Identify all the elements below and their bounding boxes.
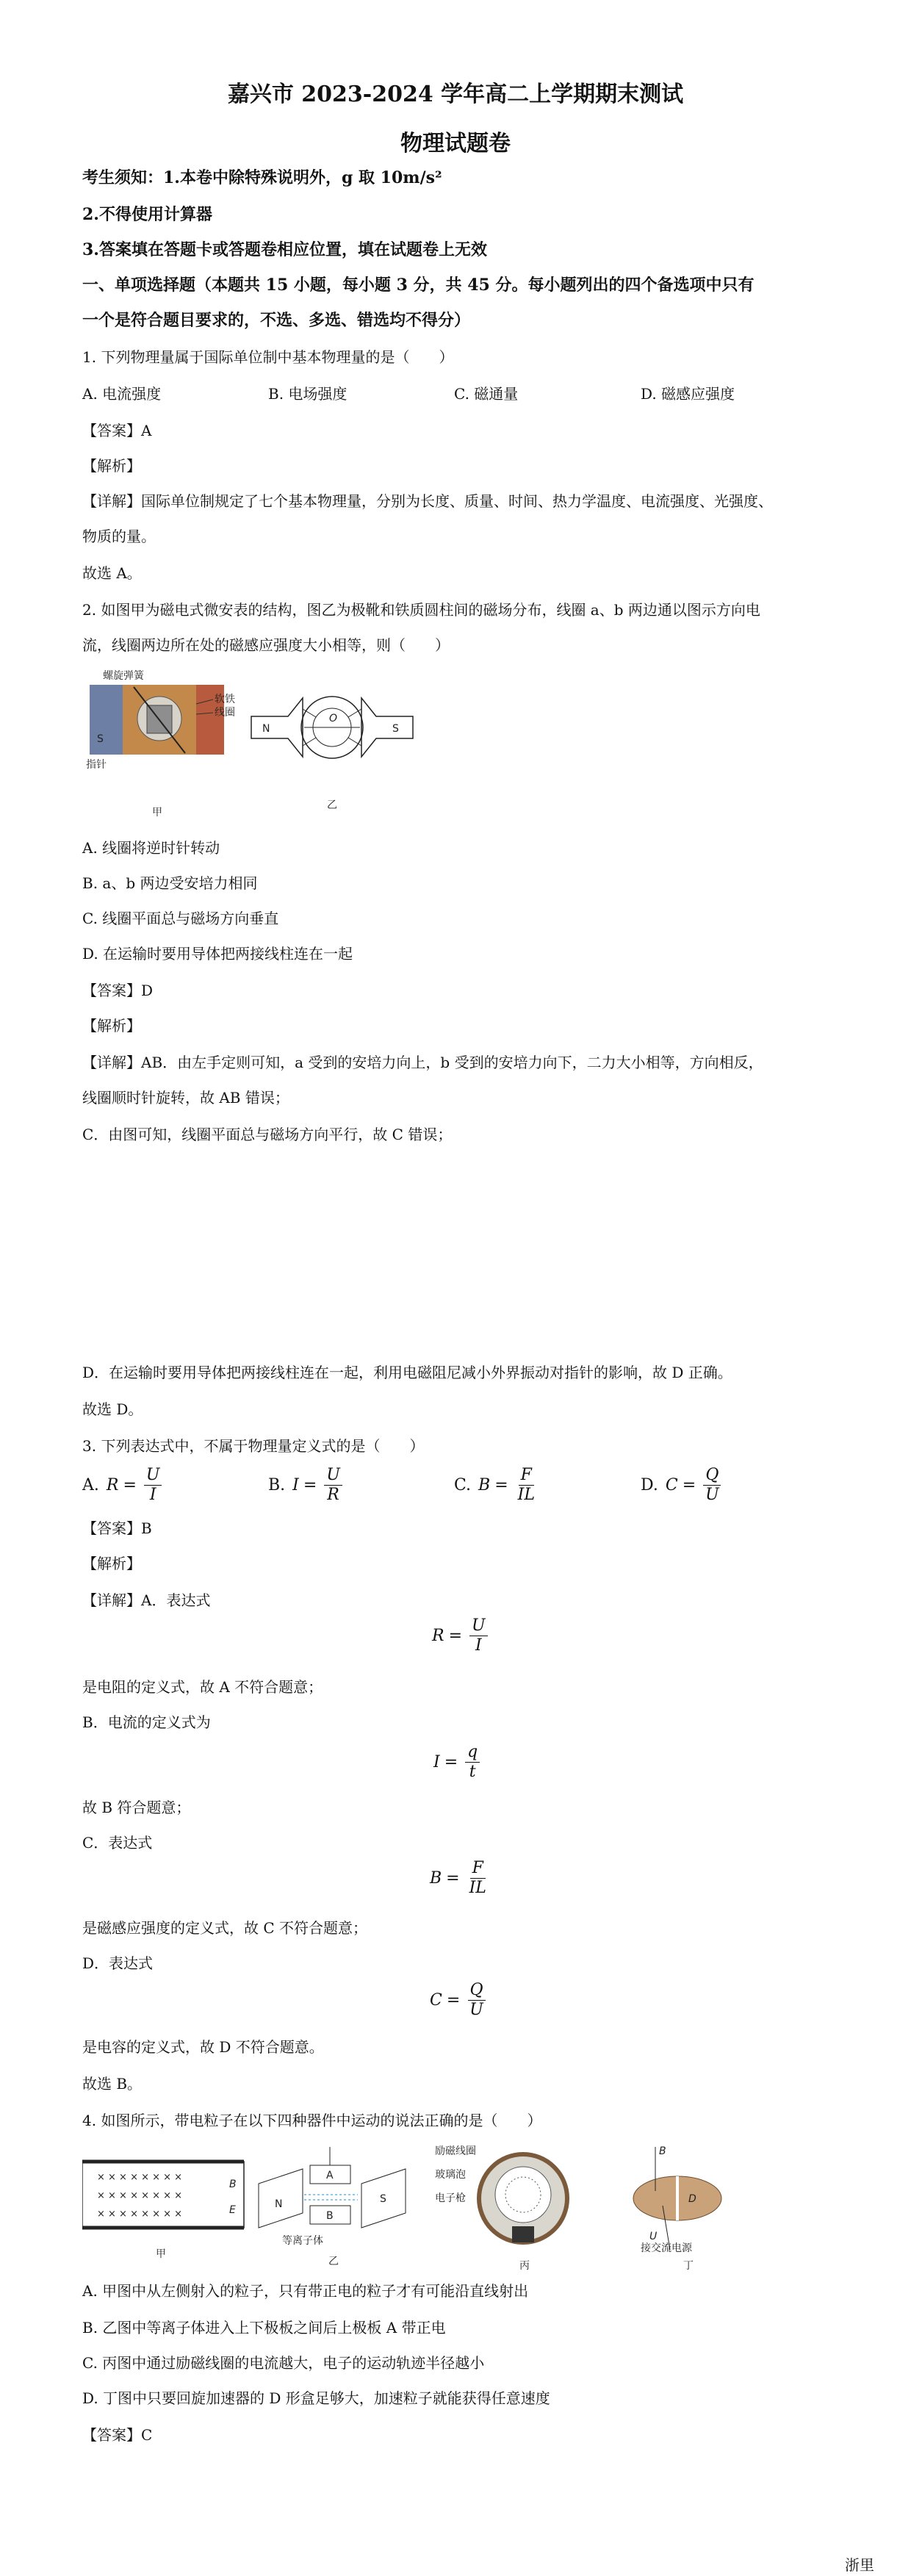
cyclotron-diagram — [633, 2145, 721, 2272]
q3-formula-c: B = $\frac{F}{IL}$ — [430, 1859, 486, 1897]
label-gun: 电子枪 — [435, 2192, 466, 2204]
label-spring: 螺旋弹簧 — [103, 670, 144, 682]
notice-line-2: 2.不得使用计算器 — [82, 205, 212, 224]
q3-analysis: 【解析】 — [82, 1555, 141, 1572]
q4-stem: 4. 如图所示，带电粒子在以下四种器件中运动的说法正确的是（ ） — [82, 2112, 542, 2129]
q1-detail-1: 【详解】国际单位制规定了七个基本物理量，分别为长度、质量、时间、热力学温度、电流强度、光强度、 — [82, 492, 773, 510]
q1-option-c: C. 磁通量 — [454, 385, 519, 403]
q4-option-b: B. 乙图中等离子体进入上下极板之间后上极板 A 带正电 — [82, 2319, 446, 2336]
q2-stem-1: 2. 如图甲为磁电式微安表的结构，图乙为极靴和铁质圆柱间的磁场分布，线圈 a、b 两边通以图示方向电 — [82, 601, 760, 619]
section-heading-2: 一个是符合题目要求的，不选、多选、错选均不得分） — [82, 311, 471, 330]
q1-option-b: B. 电场强度 — [268, 385, 348, 403]
page-title: 嘉兴市 2023-2024 学年高二上学期期末测试 — [227, 82, 684, 107]
q3-detail-c: C．表达式 — [82, 1834, 153, 1852]
label-coil: 励磁线圈 — [435, 2145, 476, 2157]
beam-tube-diagram — [435, 2145, 567, 2272]
q3-formula-a: R = $\frac{U}{I}$ — [432, 1616, 488, 1655]
velocity-selector-diagram — [82, 2162, 244, 2260]
q3-text-d: 是电容的定义式，故 D 不符合题意。 — [82, 2038, 324, 2056]
q4-option-d: D. 丁图中只要回旋加速器的 D 形盒足够大，加速粒子就能获得任意速度 — [82, 2389, 550, 2407]
label-center-o: O — [329, 713, 338, 724]
q2-answer: 【答案】D — [82, 982, 154, 999]
q4-option-a: A. 甲图中从左侧射入的粒子，只有带正电的粒子才有可能沿直线射出 — [82, 2282, 529, 2300]
q3-formula-b: I = $\frac{q}{t}$ — [433, 1743, 480, 1782]
q2-figure — [82, 669, 428, 823]
q3-detail-b: B．电流的定义式为 — [82, 1713, 211, 1731]
q2-detail-2: 线圈顺时针旋转，故 AB 错误； — [82, 1089, 289, 1107]
q4-option-c: C. 丙图中通过励磁线圈的电流越大，电子的运动轨迹半径越小 — [82, 2354, 485, 2372]
q2-detail-4: D．在运输时要用导体把两接线柱连在一起，利用电磁阻尼减小外界振动对指针的影响，故 D 正确。 — [82, 1364, 732, 1381]
notice-line-3: 3.答案填在答题卡或答题卷相应位置，填在试题卷上无效 — [82, 240, 487, 259]
label-cyc-b: B — [659, 2145, 666, 2157]
label-s: S — [380, 2193, 386, 2205]
label-bing: 丙 — [519, 2260, 530, 2272]
q3-option-a: A. R = $\frac{U}{I}$ — [82, 1466, 162, 1505]
q3-text-b: 故 B 符合题意； — [82, 1799, 191, 1816]
label-plate-a: A — [326, 2170, 334, 2181]
label-n-pole: N — [262, 723, 270, 735]
label-yi: 乙 — [328, 2256, 339, 2267]
q1-answer: 【答案】A — [82, 422, 152, 439]
magnetic-field-diagram — [251, 697, 413, 811]
svg-text:× × × × × × × ×: × × × × × × × × — [97, 2172, 183, 2183]
q3-option-c: C. B = $\frac{F}{IL}$ — [454, 1466, 535, 1504]
q2-option-a: A. 线圈将逆时针转动 — [82, 839, 220, 857]
svg-text:× × × × × × × ×: × × × × × × × × — [97, 2190, 183, 2201]
label-ding: 丁 — [683, 2260, 694, 2272]
label-coil: 线圈 — [215, 707, 235, 719]
q3-text-a: 是电阻的定义式，故 A 不符合题意； — [82, 1678, 323, 1696]
label-jia: 甲 — [156, 2248, 166, 2260]
mhd-generator-diagram — [259, 2147, 406, 2267]
label-n: N — [275, 2198, 283, 2210]
label-jia: 甲 — [152, 807, 162, 819]
label-dee: D — [688, 2193, 696, 2205]
q1-option-d: D. 磁感应强度 — [641, 385, 735, 403]
notice-line-1: 考生须知：1.本卷中除特殊说明外，g 取 10m/s² — [82, 168, 442, 187]
section-heading-1: 一、单项选择题（本题共 15 小题，每小题 3 分，共 45 分。每小题列出的四个备选项中只有 — [82, 276, 755, 295]
q3-detail-d: D．表达式 — [82, 1954, 154, 1972]
q2-stem-2: 流，线圈两边所在处的磁感应强度大小相等，则（ ） — [82, 636, 450, 654]
label-plate-b: B — [326, 2210, 334, 2222]
q3-option-b: B. I = $\frac{U}{R}$ — [268, 1466, 342, 1505]
q2-detail-3: C．由图可知，线圈平面总与磁场方向平行，故 C 错误； — [82, 1126, 453, 1143]
label-iron: 软铁 — [215, 694, 235, 705]
q3-formula-d: C = $\frac{Q}{U}$ — [430, 1981, 486, 2020]
label-bulb: 玻璃泡 — [435, 2169, 466, 2181]
q1-conclusion: 故选 A。 — [82, 564, 142, 582]
q2-analysis: 【解析】 — [82, 1017, 141, 1035]
label-ac: 接交流电源 — [641, 2242, 692, 2254]
q1-option-a: A. 电流强度 — [82, 385, 162, 403]
label-u: U — [649, 2231, 658, 2242]
q4-figure — [82, 2140, 817, 2279]
label-pointer: 指针 — [86, 759, 107, 771]
q4-answer: 【答案】C — [82, 2426, 153, 2444]
q1-detail-2: 物质的量。 — [82, 528, 156, 545]
q3-conclusion: 故选 B。 — [82, 2075, 143, 2093]
q1-analysis: 【解析】 — [82, 457, 141, 475]
label-yi: 乙 — [327, 799, 337, 811]
svg-text:× × × × × × × ×: × × × × × × × × — [97, 2209, 183, 2220]
q2-option-b: B. a、b 两边受安培力相同 — [82, 874, 258, 892]
q3-option-d: D. C = $\frac{Q}{U}$ — [641, 1466, 721, 1505]
q2-option-d: D. 在运输时要用导体把两接线柱连在一起 — [82, 945, 353, 963]
q3-stem: 3. 下列表达式中，不属于物理量定义式的是（ ） — [82, 1437, 425, 1455]
q2-detail-1: 【详解】AB．由左手定则可知，a 受到的安培力向上，b 受到的安培力向下，二力大小相等，方向相反， — [82, 1054, 763, 1071]
q1-stem: 1. 下列物理量属于国际单位制中基本物理量的是（ ） — [82, 348, 454, 366]
q3-answer: 【答案】B — [82, 1519, 152, 1537]
label-e-e: E — [229, 2204, 236, 2216]
label-s-pole-2: S — [392, 723, 399, 735]
q2-option-c: C. 线圈平面总与磁场方向垂直 — [82, 910, 279, 927]
q2-conclusion: 故选 D。 — [82, 1400, 143, 1418]
q3-text-c: 是磁感应强度的定义式，故 C 不符合题意； — [82, 1919, 368, 1937]
label-plasma: 等离子体 — [282, 2235, 323, 2247]
label-s-pole: S — [97, 733, 104, 745]
q3-detail-a: 【详解】A．表达式 — [82, 1591, 211, 1609]
microammeter-diagram — [86, 669, 235, 819]
page-subtitle: 物理试题卷 — [400, 131, 511, 156]
label-e-b: B — [229, 2179, 237, 2190]
footer-mark: 浙里 — [845, 2556, 874, 2574]
